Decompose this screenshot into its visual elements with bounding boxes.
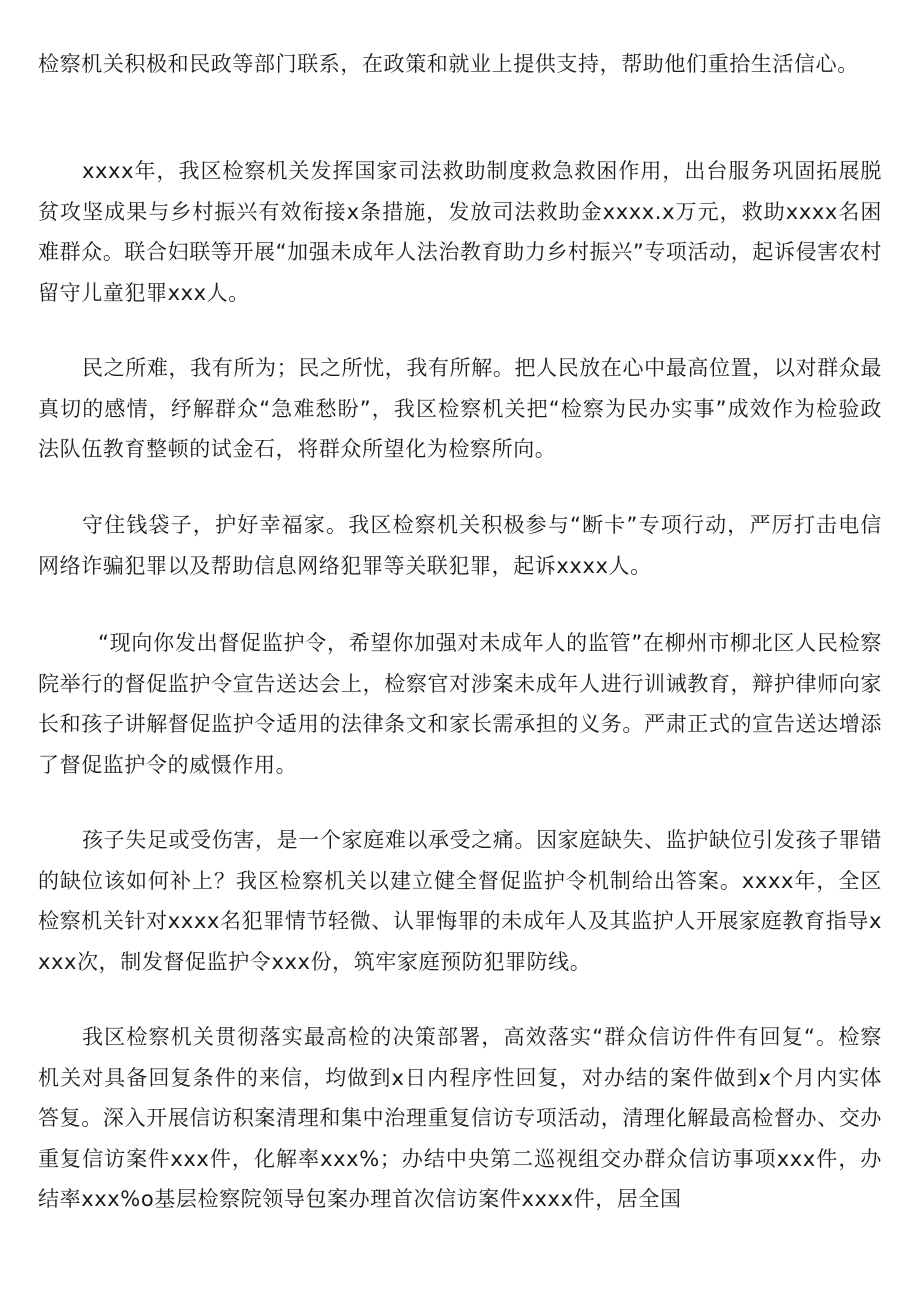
paragraph-4: 守住钱袋子，护好幸福家。我区检察机关积极参与“断卡”专项行动，严厉打击电信网络诈骗犯罪以及帮助信息网络犯罪等关联犯罪，起诉xxxx人。 xyxy=(38,513,882,578)
paragraph-1: 检察机关积极和民政等部门联系，在政策和就业上提供支持，帮助他们重拾生活信心。 xyxy=(38,52,859,76)
paragraph-6: 孩子失足或受伤害，是一个家庭难以承受之痛。因家庭缺失、监护缺位引发孩子罪错的缺位该如何补上？我区检察机关以建立健全督促监护令机制给出答案。xxxx年，全区检察机关针对xxxx名犯罪情节轻微、认罪悔罪的未成年人及其监护人开展家庭教育指导xxxx次，制发督促监护令xxx份，筑牢家庭预防犯罪防线。 xyxy=(38,828,882,974)
paragraph-5: “现向你发出督促监护令，希望你加强对未成年人的监管”在柳州市柳北区人民检察院举行的督促监护令宣告送达会上，检察官对涉案未成年人进行训诫教育，辩护律师向家长和孩子讲解督促监护令适用的法律条文和家长需承担的义务。严肃正式的宣告送达增添了督促监护令的威慑作用。 xyxy=(38,631,882,777)
paragraph-2: xxxx年，我区检察机关发挥国家司法救助制度救急救困作用，出台服务巩固拓展脱贫攻坚成果与乡村振兴有效衔接x条措施，发放司法救助金xxxx.x万元，救助xxxx名困难群众。联合妇联等开展“加强未成年人法治教育助力乡村振兴”专项活动，起诉侵害农村留守儿童犯罪xxx人。 xyxy=(38,159,882,305)
paragraph-3: 民之所难，我有所为；民之所忧，我有所解。把人民放在心中最高位置，以对群众最真切的感情，纾解群众“急难愁盼”，我区检察机关把“检察为民办实事”成效作为检验政法队伍教育整顿的试金石，将群众所望化为检察所向。 xyxy=(38,356,882,461)
paragraph-7: 我区检察机关贯彻落实最高检的决策部署，高效落实“群众信访件件有回复“。检察机关对具备回复条件的来信，均做到x日内程序性回复，对办结的案件做到x个月内实体答复。深入开展信访积案清理和集中治理重复信访专项活动，清理化解最高检督办、交办重复信访案件xxx件，化解率xxx%；办结中央第二巡视组交办群众信访事项xxx件，办结率xxx%o基层检察院领导包案办理首次信访案件xxxx件，居全国 xyxy=(38,1025,882,1211)
